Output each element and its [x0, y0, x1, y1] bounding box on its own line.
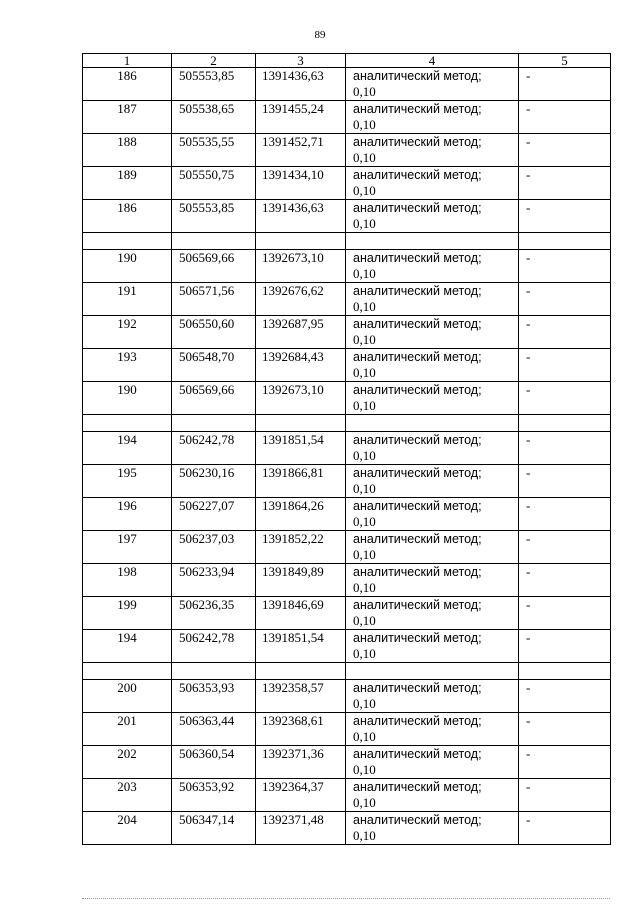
point-number-cell: 200: [83, 680, 172, 713]
note-cell: -: [519, 812, 611, 845]
method-text: аналитический метод;: [353, 499, 482, 513]
empty-cell: [83, 233, 172, 250]
method-text: аналитический метод;: [353, 631, 482, 645]
accuracy-text: 0,10: [353, 828, 376, 843]
x-coordinate-cell: 506236,35: [172, 597, 256, 630]
method-cell: [346, 382, 519, 415]
method-text: аналитический метод;: [353, 135, 482, 149]
accuracy-text: 0,10: [353, 729, 376, 744]
accuracy-text: 0,10: [353, 216, 376, 231]
table-row: [83, 134, 611, 167]
x-coordinate-cell: 506569,66: [172, 250, 256, 283]
method-text: аналитический метод;: [353, 466, 482, 480]
x-coordinate-cell: 505553,85: [172, 200, 256, 233]
method-text: аналитический метод;: [353, 565, 482, 579]
y-coordinate-cell: 1391851,54: [256, 630, 346, 663]
point-number-cell: 198: [83, 564, 172, 597]
table-row: [83, 283, 611, 316]
y-coordinate-cell: 1391436,63: [256, 68, 346, 101]
x-coordinate-cell: 506237,03: [172, 531, 256, 564]
method-cell: [346, 713, 519, 746]
point-number-cell: 186: [83, 68, 172, 101]
empty-cell: [346, 663, 519, 680]
point-number-cell: 187: [83, 101, 172, 134]
method-text: аналитический метод;: [353, 532, 482, 546]
method-text: аналитический метод;: [353, 714, 482, 728]
y-coordinate-cell: 1391866,81: [256, 465, 346, 498]
method-cell: [346, 498, 519, 531]
empty-cell: [256, 415, 346, 432]
accuracy-text: 0,10: [353, 150, 376, 165]
empty-cell: [519, 233, 611, 250]
point-number-cell: 204: [83, 812, 172, 845]
note-cell: -: [519, 382, 611, 415]
accuracy-text: 0,10: [353, 117, 376, 132]
y-coordinate-cell: 1391846,69: [256, 597, 346, 630]
table-row: [83, 746, 611, 779]
note-cell: -: [519, 597, 611, 630]
table-row: [83, 630, 611, 663]
header-col-5: 5: [519, 54, 611, 68]
point-number-cell: 190: [83, 382, 172, 415]
separator-row: [83, 415, 611, 432]
accuracy-text: 0,10: [353, 332, 376, 347]
table-row: [83, 779, 611, 812]
method-text: аналитический метод;: [353, 681, 482, 695]
method-cell: [346, 68, 519, 101]
method-text: аналитический метод;: [353, 813, 482, 827]
point-number-cell: 195: [83, 465, 172, 498]
note-cell: -: [519, 680, 611, 713]
method-text: аналитический метод;: [353, 598, 482, 612]
accuracy-text: 0,10: [353, 299, 376, 314]
x-coordinate-cell: 505535,55: [172, 134, 256, 167]
table-row: [83, 316, 611, 349]
x-coordinate-cell: 506353,93: [172, 680, 256, 713]
method-cell: [346, 680, 519, 713]
table-row: [83, 531, 611, 564]
accuracy-text: 0,10: [353, 795, 376, 810]
point-number-cell: 188: [83, 134, 172, 167]
table-row: [83, 432, 611, 465]
header-col-4: 4: [346, 54, 519, 68]
point-number-cell: 193: [83, 349, 172, 382]
x-coordinate-cell: 506230,16: [172, 465, 256, 498]
x-coordinate-cell: 505553,85: [172, 68, 256, 101]
method-cell: [346, 101, 519, 134]
method-cell: [346, 746, 519, 779]
x-coordinate-cell: 506347,14: [172, 812, 256, 845]
accuracy-text: 0,10: [353, 365, 376, 380]
point-number-cell: 202: [83, 746, 172, 779]
point-number-cell: 201: [83, 713, 172, 746]
y-coordinate-cell: 1392673,10: [256, 382, 346, 415]
method-text: аналитический метод;: [353, 433, 482, 447]
y-coordinate-cell: 1392676,62: [256, 283, 346, 316]
y-coordinate-cell: 1391436,63: [256, 200, 346, 233]
method-text: аналитический метод;: [353, 69, 482, 83]
empty-cell: [83, 415, 172, 432]
method-text: аналитический метод;: [353, 201, 482, 215]
note-cell: -: [519, 564, 611, 597]
y-coordinate-cell: 1392368,61: [256, 713, 346, 746]
empty-cell: [172, 663, 256, 680]
method-text: аналитический метод;: [353, 350, 482, 364]
x-coordinate-cell: 505538,65: [172, 101, 256, 134]
point-number-cell: 191: [83, 283, 172, 316]
accuracy-text: 0,10: [353, 398, 376, 413]
note-cell: -: [519, 531, 611, 564]
header-col-1: 1: [83, 54, 172, 68]
method-cell: [346, 316, 519, 349]
point-number-cell: 190: [83, 250, 172, 283]
accuracy-text: 0,10: [353, 84, 376, 99]
table-row: [83, 349, 611, 382]
header-col-3: 3: [256, 54, 346, 68]
table-row: [83, 382, 611, 415]
x-coordinate-cell: 506550,60: [172, 316, 256, 349]
table-row: [83, 498, 611, 531]
method-cell: [346, 564, 519, 597]
table-row: [83, 564, 611, 597]
empty-cell: [172, 415, 256, 432]
table-row: [83, 68, 611, 101]
y-coordinate-cell: 1392684,43: [256, 349, 346, 382]
header-col-2: 2: [172, 54, 256, 68]
note-cell: -: [519, 630, 611, 663]
point-number-cell: 194: [83, 432, 172, 465]
accuracy-text: 0,10: [353, 580, 376, 595]
table-row: [83, 101, 611, 134]
method-cell: [346, 283, 519, 316]
empty-cell: [83, 663, 172, 680]
empty-cell: [346, 415, 519, 432]
method-cell: [346, 250, 519, 283]
point-number-cell: 186: [83, 200, 172, 233]
y-coordinate-cell: 1392673,10: [256, 250, 346, 283]
y-coordinate-cell: 1392371,36: [256, 746, 346, 779]
method-text: аналитический метод;: [353, 102, 482, 116]
method-text: аналитический метод;: [353, 284, 482, 298]
accuracy-text: 0,10: [353, 547, 376, 562]
empty-cell: [172, 233, 256, 250]
y-coordinate-cell: 1392358,57: [256, 680, 346, 713]
accuracy-text: 0,10: [353, 183, 376, 198]
method-cell: [346, 134, 519, 167]
x-coordinate-cell: 506360,54: [172, 746, 256, 779]
method-cell: [346, 349, 519, 382]
accuracy-text: 0,10: [353, 448, 376, 463]
x-coordinate-cell: 506353,92: [172, 779, 256, 812]
y-coordinate-cell: 1392371,48: [256, 812, 346, 845]
x-coordinate-cell: 505550,75: [172, 167, 256, 200]
method-text: аналитический метод;: [353, 383, 482, 397]
separator-row: [83, 663, 611, 680]
y-coordinate-cell: 1391452,71: [256, 134, 346, 167]
method-text: аналитический метод;: [353, 317, 482, 331]
method-cell: [346, 465, 519, 498]
table-row: [83, 597, 611, 630]
y-coordinate-cell: 1392687,95: [256, 316, 346, 349]
note-cell: -: [519, 101, 611, 134]
note-cell: -: [519, 200, 611, 233]
note-cell: -: [519, 316, 611, 349]
x-coordinate-cell: 506571,56: [172, 283, 256, 316]
accuracy-text: 0,10: [353, 613, 376, 628]
method-cell: [346, 597, 519, 630]
y-coordinate-cell: 1391864,26: [256, 498, 346, 531]
point-number-cell: 189: [83, 167, 172, 200]
table-body: [83, 68, 611, 845]
accuracy-text: 0,10: [353, 266, 376, 281]
point-number-cell: 197: [83, 531, 172, 564]
y-coordinate-cell: 1392364,37: [256, 779, 346, 812]
y-coordinate-cell: 1391851,54: [256, 432, 346, 465]
table-row: [83, 680, 611, 713]
method-text: аналитический метод;: [353, 747, 482, 761]
table-row: [83, 465, 611, 498]
note-cell: -: [519, 465, 611, 498]
note-cell: -: [519, 779, 611, 812]
accuracy-text: 0,10: [353, 762, 376, 777]
y-coordinate-cell: 1391434,10: [256, 167, 346, 200]
footer-cut-line: [82, 898, 610, 902]
method-text: аналитический метод;: [353, 168, 482, 182]
note-cell: -: [519, 283, 611, 316]
note-cell: -: [519, 746, 611, 779]
y-coordinate-cell: 1391849,89: [256, 564, 346, 597]
method-cell: [346, 630, 519, 663]
x-coordinate-cell: 506548,70: [172, 349, 256, 382]
method-text: аналитический метод;: [353, 251, 482, 265]
empty-cell: [256, 663, 346, 680]
point-number-cell: 203: [83, 779, 172, 812]
empty-cell: [256, 233, 346, 250]
empty-cell: [519, 663, 611, 680]
method-cell: [346, 531, 519, 564]
note-cell: -: [519, 68, 611, 101]
table-header-row: [83, 54, 611, 68]
x-coordinate-cell: 506363,44: [172, 713, 256, 746]
note-cell: -: [519, 432, 611, 465]
note-cell: -: [519, 250, 611, 283]
table-row: [83, 812, 611, 845]
accuracy-text: 0,10: [353, 481, 376, 496]
note-cell: -: [519, 498, 611, 531]
note-cell: -: [519, 349, 611, 382]
y-coordinate-cell: 1391455,24: [256, 101, 346, 134]
table-row: [83, 250, 611, 283]
method-cell: [346, 779, 519, 812]
accuracy-text: 0,10: [353, 646, 376, 661]
table-row: [83, 200, 611, 233]
point-number-cell: 199: [83, 597, 172, 630]
table-row: [83, 713, 611, 746]
separator-row: [83, 233, 611, 250]
x-coordinate-cell: 506569,66: [172, 382, 256, 415]
table-row: [83, 167, 611, 200]
note-cell: -: [519, 167, 611, 200]
method-cell: [346, 200, 519, 233]
method-cell: [346, 167, 519, 200]
method-text: аналитический метод;: [353, 780, 482, 794]
point-number-cell: 192: [83, 316, 172, 349]
point-number-cell: 196: [83, 498, 172, 531]
note-cell: -: [519, 134, 611, 167]
page-number: 89: [314, 29, 326, 41]
y-coordinate-cell: 1391852,22: [256, 531, 346, 564]
accuracy-text: 0,10: [353, 514, 376, 529]
x-coordinate-cell: 506242,78: [172, 432, 256, 465]
x-coordinate-cell: 506233,94: [172, 564, 256, 597]
empty-cell: [346, 233, 519, 250]
method-cell: [346, 432, 519, 465]
accuracy-text: 0,10: [353, 696, 376, 711]
coordinates-table: [82, 53, 611, 845]
x-coordinate-cell: 506242,78: [172, 630, 256, 663]
x-coordinate-cell: 506227,07: [172, 498, 256, 531]
method-cell: [346, 812, 519, 845]
empty-cell: [519, 415, 611, 432]
note-cell: -: [519, 713, 611, 746]
point-number-cell: 194: [83, 630, 172, 663]
